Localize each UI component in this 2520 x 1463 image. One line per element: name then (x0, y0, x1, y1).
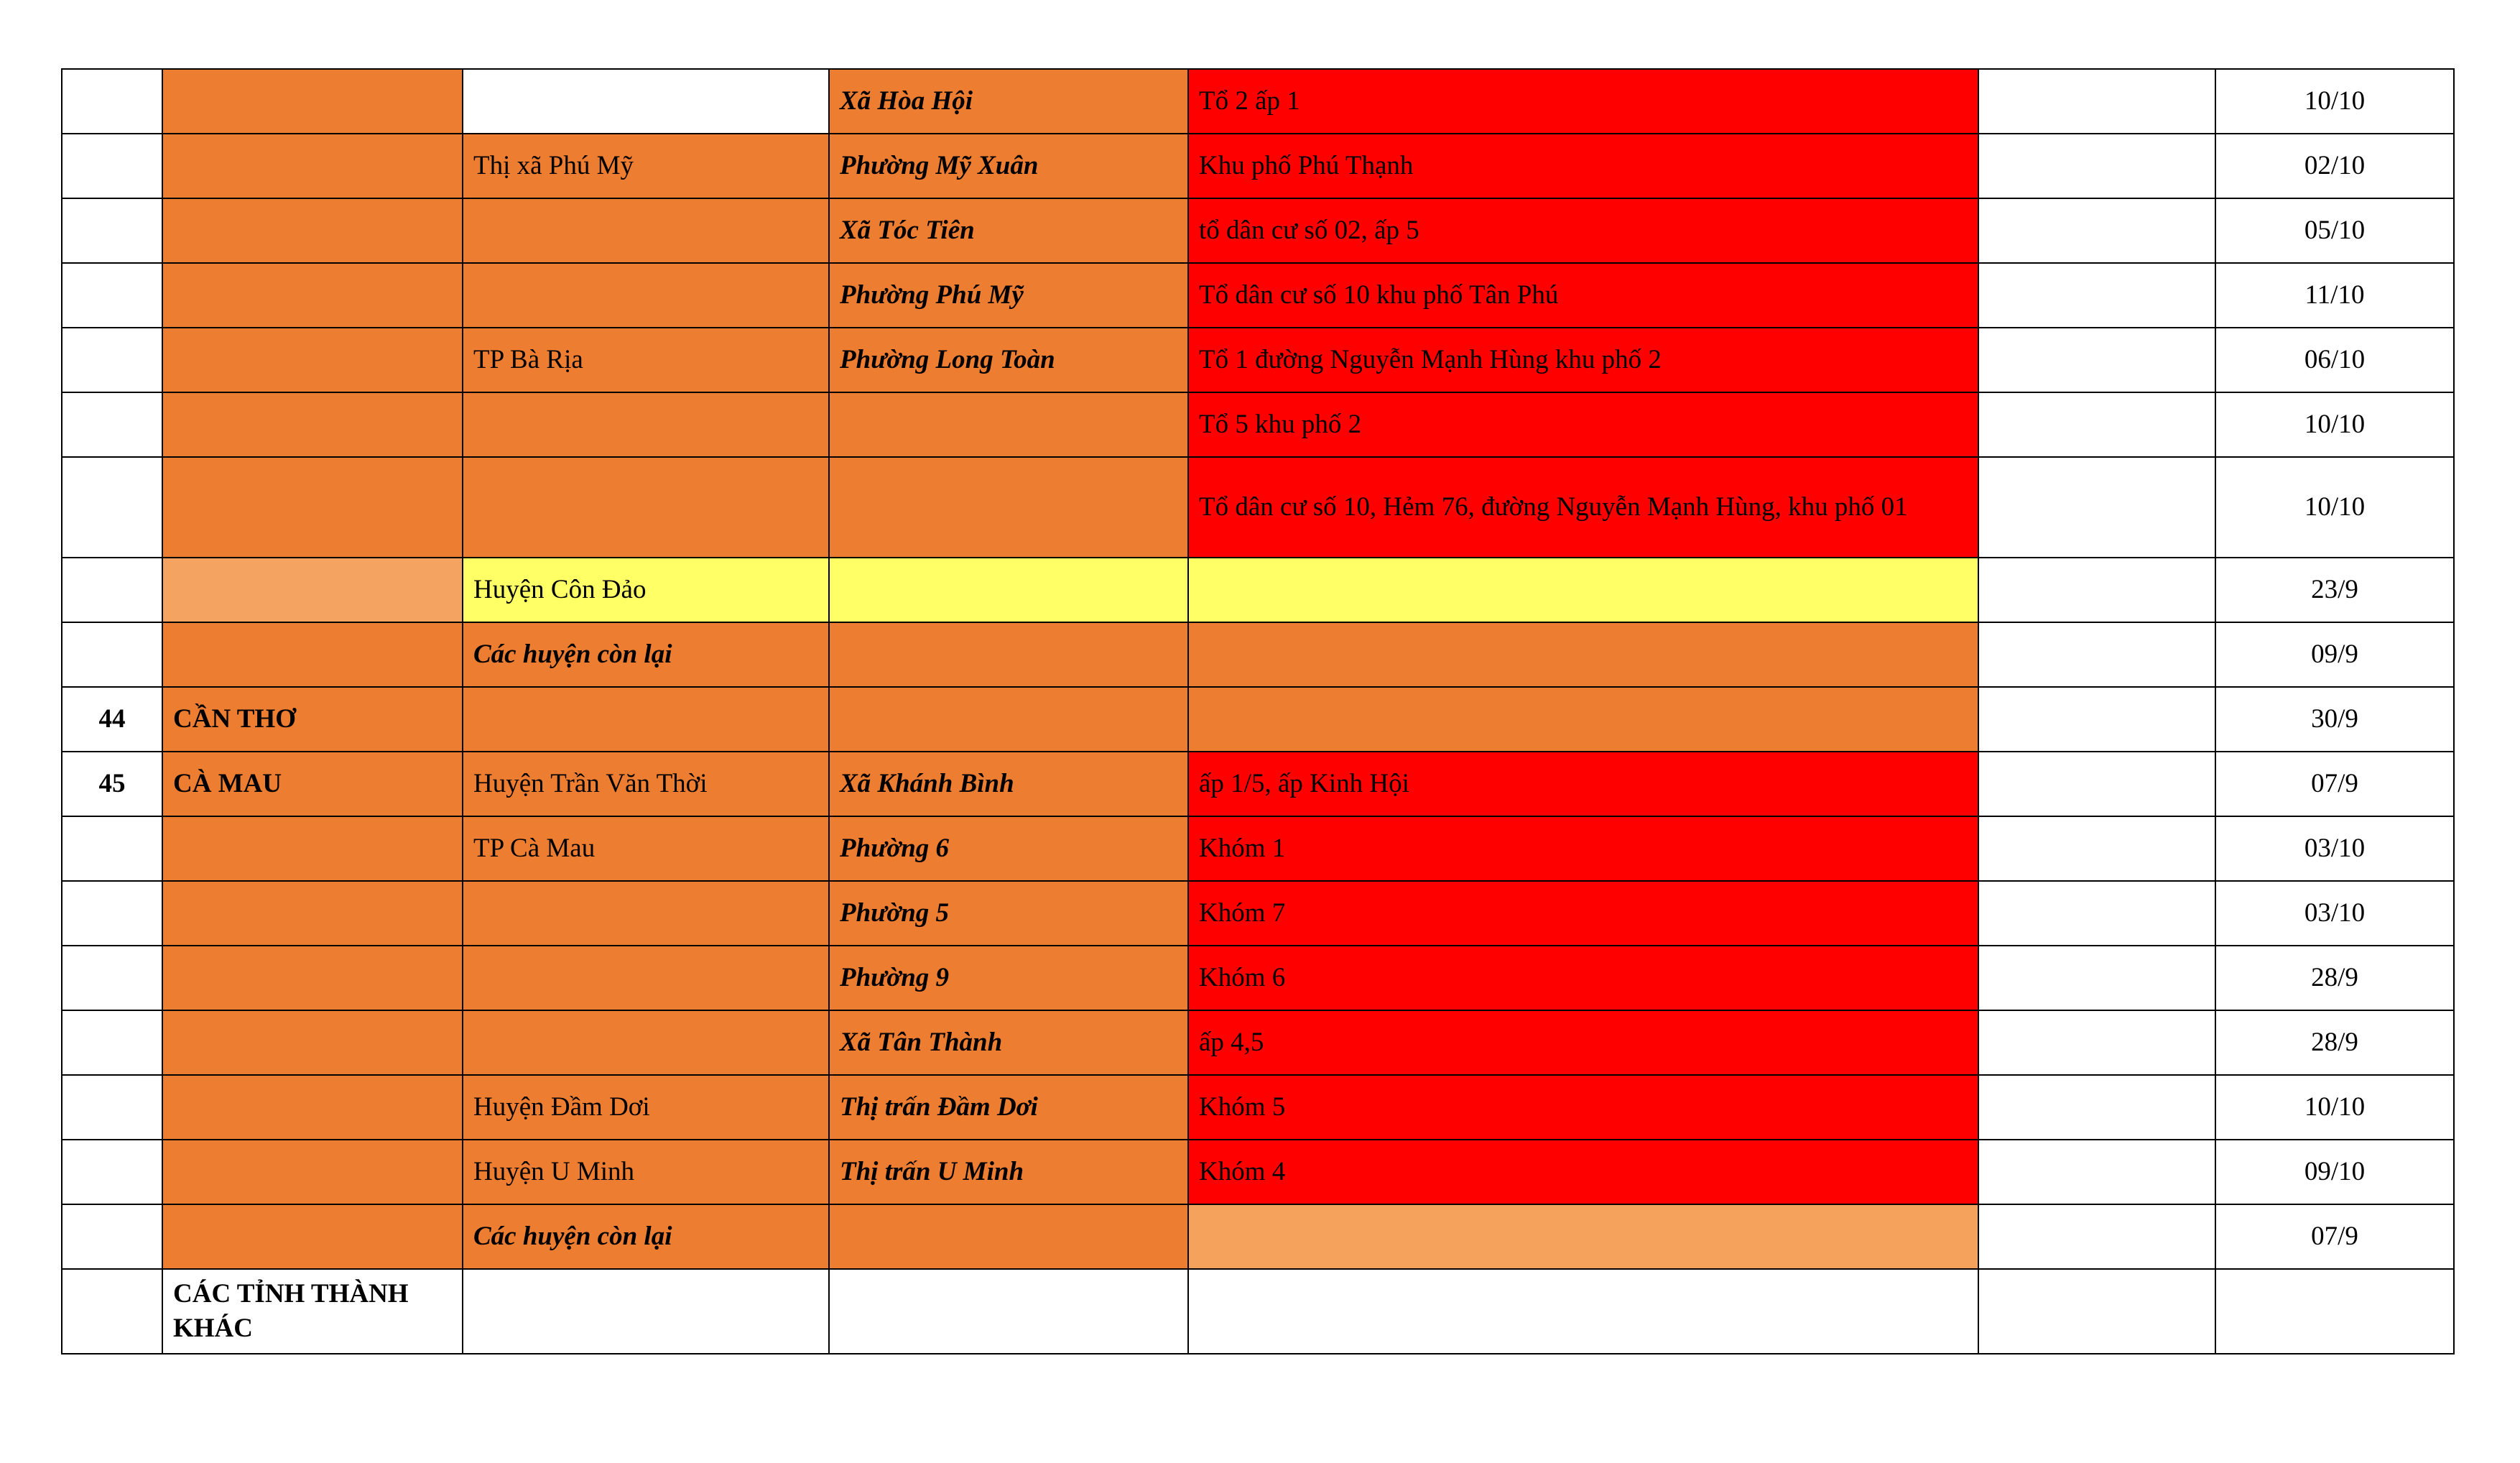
cell-date: 03/10 (2215, 816, 2454, 881)
cell-blank (1978, 558, 2215, 622)
table-row (62, 328, 2454, 392)
cell-area: Tổ 1 đường Nguyễn Mạnh Hùng khu phố 2 (1188, 328, 1978, 392)
cell-blank (1978, 263, 2215, 328)
cell-stt (62, 946, 162, 1010)
cell-stt (62, 881, 162, 946)
cell-stt (62, 328, 162, 392)
cell-stt (62, 134, 162, 198)
table-row (62, 558, 2454, 622)
cell-blank (1978, 622, 2215, 687)
cell-date: 28/9 (2215, 946, 2454, 1010)
cell-area: Tổ dân cư số 10, Hẻm 76, đường Nguyễn Mạnh Hùng, khu phố 01 (1188, 457, 1978, 558)
cell-province (162, 622, 463, 687)
cell-area: Khóm 7 (1188, 881, 1978, 946)
table-row (62, 752, 2454, 816)
cell-province (162, 946, 463, 1010)
cell-area: Khóm 1 (1188, 816, 1978, 881)
cell-area: Khu phố Phú Thạnh (1188, 134, 1978, 198)
cell-stt (62, 198, 162, 263)
cell-province: CÀ MAU (162, 752, 463, 816)
cell-province (162, 1010, 463, 1075)
cell-district (463, 392, 829, 457)
cell-district: Các huyện còn lại (463, 622, 829, 687)
cell-date: 11/10 (2215, 263, 2454, 328)
cell-stt: 45 (62, 752, 162, 816)
table-row (62, 1204, 2454, 1269)
cell-date: 07/9 (2215, 752, 2454, 816)
cell-ward: Thị trấn Đầm Dơi (829, 1075, 1188, 1140)
cell-stt (62, 622, 162, 687)
cell-province (162, 881, 463, 946)
cell-ward (829, 558, 1188, 622)
cell-district (463, 1010, 829, 1075)
cell-date: 02/10 (2215, 134, 2454, 198)
cell-province (162, 134, 463, 198)
cell-date: 10/10 (2215, 1075, 2454, 1140)
cell-district (463, 198, 829, 263)
cell-blank (1978, 1140, 2215, 1204)
cell-stt (62, 558, 162, 622)
cell-ward (829, 622, 1188, 687)
cell-blank (1978, 392, 2215, 457)
cell-date: 10/10 (2215, 69, 2454, 134)
cell-date: 09/9 (2215, 622, 2454, 687)
cell-blank (1978, 881, 2215, 946)
cell-province (162, 1204, 463, 1269)
cell-district (463, 687, 829, 752)
cell-province (162, 816, 463, 881)
cell-area: Tổ 5 khu phố 2 (1188, 392, 1978, 457)
table-row (62, 457, 2454, 558)
cell-date: 10/10 (2215, 392, 2454, 457)
cell-province (162, 263, 463, 328)
cell-district (463, 946, 829, 1010)
cell-district (463, 263, 829, 328)
cell-stt (62, 816, 162, 881)
cell-district: Thị xã Phú Mỹ (463, 134, 829, 198)
table-row (62, 687, 2454, 752)
table-row (62, 263, 2454, 328)
cell-district (463, 457, 829, 558)
cell-district (463, 1269, 829, 1354)
cell-ward: Phường 5 (829, 881, 1188, 946)
cell-stt (62, 1204, 162, 1269)
cell-ward: Phường Long Toàn (829, 328, 1188, 392)
cell-blank (1978, 69, 2215, 134)
cell-district (463, 69, 829, 134)
cell-blank (1978, 134, 2215, 198)
cell-area: Khóm 4 (1188, 1140, 1978, 1204)
cell-stt: 44 (62, 687, 162, 752)
cell-province (162, 1140, 463, 1204)
table-row (62, 622, 2454, 687)
cell-area: Tổ 2 ấp 1 (1188, 69, 1978, 134)
cell-stt (62, 69, 162, 134)
cell-blank (1978, 457, 2215, 558)
cell-date: 30/9 (2215, 687, 2454, 752)
cell-district: Huyện Trần Văn Thời (463, 752, 829, 816)
cell-area (1188, 622, 1978, 687)
cell-blank (1978, 946, 2215, 1010)
cell-stt (62, 263, 162, 328)
cell-area: ấp 1/5, ấp Kinh Hội (1188, 752, 1978, 816)
table-row (62, 816, 2454, 881)
cell-ward (829, 392, 1188, 457)
cell-area: ấp 4,5 (1188, 1010, 1978, 1075)
cell-blank (1978, 1204, 2215, 1269)
cell-blank (1978, 752, 2215, 816)
cell-ward: Phường Mỹ Xuân (829, 134, 1188, 198)
cell-ward (829, 1269, 1188, 1354)
cell-ward: Xã Tân Thành (829, 1010, 1188, 1075)
cell-area (1188, 558, 1978, 622)
cell-date (2215, 1269, 2454, 1354)
cell-province (162, 457, 463, 558)
cell-province: CÁC TỈNH THÀNH KHÁC (162, 1269, 463, 1354)
cell-blank (1978, 687, 2215, 752)
table-row (62, 881, 2454, 946)
cell-province (162, 69, 463, 134)
table-row (62, 134, 2454, 198)
cell-area: Khóm 5 (1188, 1075, 1978, 1140)
cell-province (162, 328, 463, 392)
cell-ward: Phường 6 (829, 816, 1188, 881)
cell-blank (1978, 816, 2215, 881)
cell-blank (1978, 1075, 2215, 1140)
cell-ward (829, 687, 1188, 752)
cell-district: Huyện Côn Đảo (463, 558, 829, 622)
table-row (62, 1269, 2454, 1354)
cell-ward: Phường 9 (829, 946, 1188, 1010)
cell-area: Tổ dân cư số 10 khu phố Tân Phú (1188, 263, 1978, 328)
cell-date: 07/9 (2215, 1204, 2454, 1269)
cell-area: Khóm 6 (1188, 946, 1978, 1010)
cell-ward: Xã Tóc Tiên (829, 198, 1188, 263)
cell-ward: Xã Hòa Hội (829, 69, 1188, 134)
cell-blank (1978, 328, 2215, 392)
cell-stt (62, 1010, 162, 1075)
cell-province (162, 558, 463, 622)
cell-ward: Thị trấn U Minh (829, 1140, 1188, 1204)
table-body (62, 69, 2454, 1354)
covid-zone-table (61, 68, 2455, 1354)
table-row (62, 946, 2454, 1010)
cell-district: TP Bà Rịa (463, 328, 829, 392)
cell-blank (1978, 198, 2215, 263)
cell-ward: Xã Khánh Bình (829, 752, 1188, 816)
cell-province (162, 198, 463, 263)
cell-ward (829, 1204, 1188, 1269)
table-row (62, 69, 2454, 134)
cell-province (162, 1075, 463, 1140)
cell-district (463, 881, 829, 946)
cell-stt (62, 457, 162, 558)
cell-province (162, 392, 463, 457)
cell-district: Huyện U Minh (463, 1140, 829, 1204)
cell-date: 10/10 (2215, 457, 2454, 558)
cell-date: 05/10 (2215, 198, 2454, 263)
cell-area (1188, 687, 1978, 752)
cell-stt (62, 1140, 162, 1204)
cell-blank (1978, 1010, 2215, 1075)
cell-district: TP Cà Mau (463, 816, 829, 881)
cell-date: 23/9 (2215, 558, 2454, 622)
cell-date: 03/10 (2215, 881, 2454, 946)
cell-stt (62, 392, 162, 457)
cell-district: Các huyện còn lại (463, 1204, 829, 1269)
cell-stt (62, 1075, 162, 1140)
cell-ward (829, 457, 1188, 558)
cell-area: tổ dân cư số 02, ấp 5 (1188, 198, 1978, 263)
cell-date: 09/10 (2215, 1140, 2454, 1204)
cell-date: 06/10 (2215, 328, 2454, 392)
cell-blank (1978, 1269, 2215, 1354)
cell-date: 28/9 (2215, 1010, 2454, 1075)
cell-ward: Phường Phú Mỹ (829, 263, 1188, 328)
table-row (62, 1075, 2454, 1140)
cell-district: Huyện Đầm Dơi (463, 1075, 829, 1140)
cell-area (1188, 1269, 1978, 1354)
table-row (62, 198, 2454, 263)
cell-province: CẦN THƠ (162, 687, 463, 752)
table-row (62, 1010, 2454, 1075)
cell-area (1188, 1204, 1978, 1269)
table-row (62, 1140, 2454, 1204)
cell-stt (62, 1269, 162, 1354)
table-row (62, 392, 2454, 457)
